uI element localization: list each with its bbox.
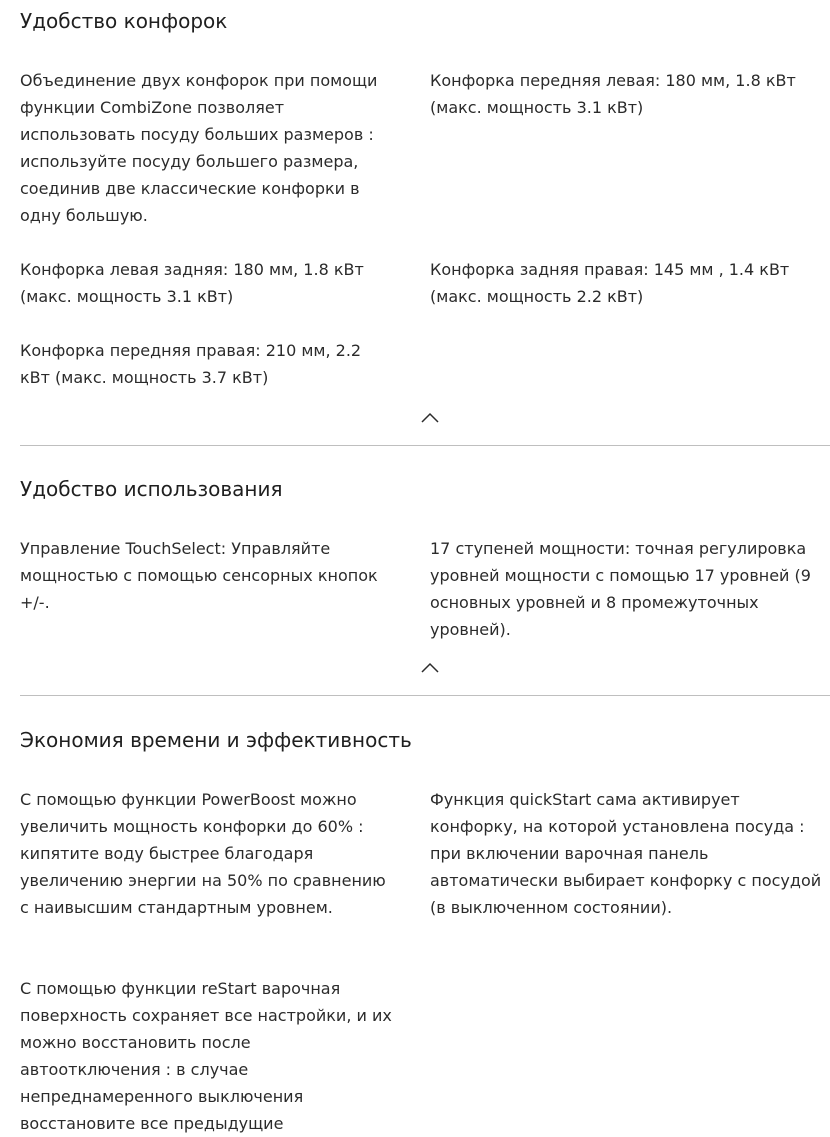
section-title: Удобство конфорок	[20, 9, 228, 33]
chevron-up-icon[interactable]	[420, 661, 440, 675]
feature-17-power-levels: 17 ступеней мощности: точная регулировка уровней мощности с помощью 17 уровней (9 основных уровней и 8 промежуточных уровней).	[430, 539, 811, 639]
chevron-up-icon[interactable]	[420, 411, 440, 425]
section-usage-convenience	[20, 446, 830, 696]
feature-powerboost: С помощью функции PowerBoost можно увеличить мощность конфорки до 60% : кипятите воду быстрее благодаря увеличению энергии на 50% по сравнению с наивысшим стандартным уровнем.	[20, 790, 386, 917]
section-title: Удобство использования	[20, 477, 283, 501]
feature-touchselect: Управление TouchSelect: Управляйте мощностью с помощью сенсорных кнопок +/-.	[20, 539, 378, 612]
feature-combizone: Объединение двух конфорок при помощи функции CombiZone позволяет использовать посуду больших размеров : используйте посуду большего размера, соединив две классические конфорки в одну большую.	[20, 71, 378, 225]
feature-front-left-burner: Конфорка передняя левая: 180 мм, 1.8 кВт (макс. мощность 3.1 кВт)	[430, 71, 796, 117]
section-burner-convenience	[20, 0, 830, 446]
section-title: Экономия времени и эффективность	[20, 728, 412, 752]
feature-rear-left-burner: Конфорка левая задняя: 180 мм, 1.8 кВт (макс. мощность 3.1 кВт)	[20, 260, 364, 306]
feature-front-right-burner: Конфорка передняя правая: 210 мм, 2.2 кВт (макс. мощность 3.7 кВт)	[20, 341, 362, 387]
feature-quickstart: Функция quickStart сама активирует конфорку, на которой установлена посуда : при включении варочная панель автоматически выбирает конфорку с посудой (в выключенном состоянии).	[430, 790, 822, 917]
section-time-efficiency	[20, 696, 830, 1132]
feature-restart: С помощью функции reStart варочная поверхность сохраняет все настройки, и их можно восстановить после автоотключения : в случае непреднамеренного выключения восстановите все предыдущие	[20, 979, 392, 1133]
feature-rear-right-burner: Конфорка задняя правая: 145 мм , 1.4 кВт (макс. мощность 2.2 кВт)	[430, 260, 790, 306]
